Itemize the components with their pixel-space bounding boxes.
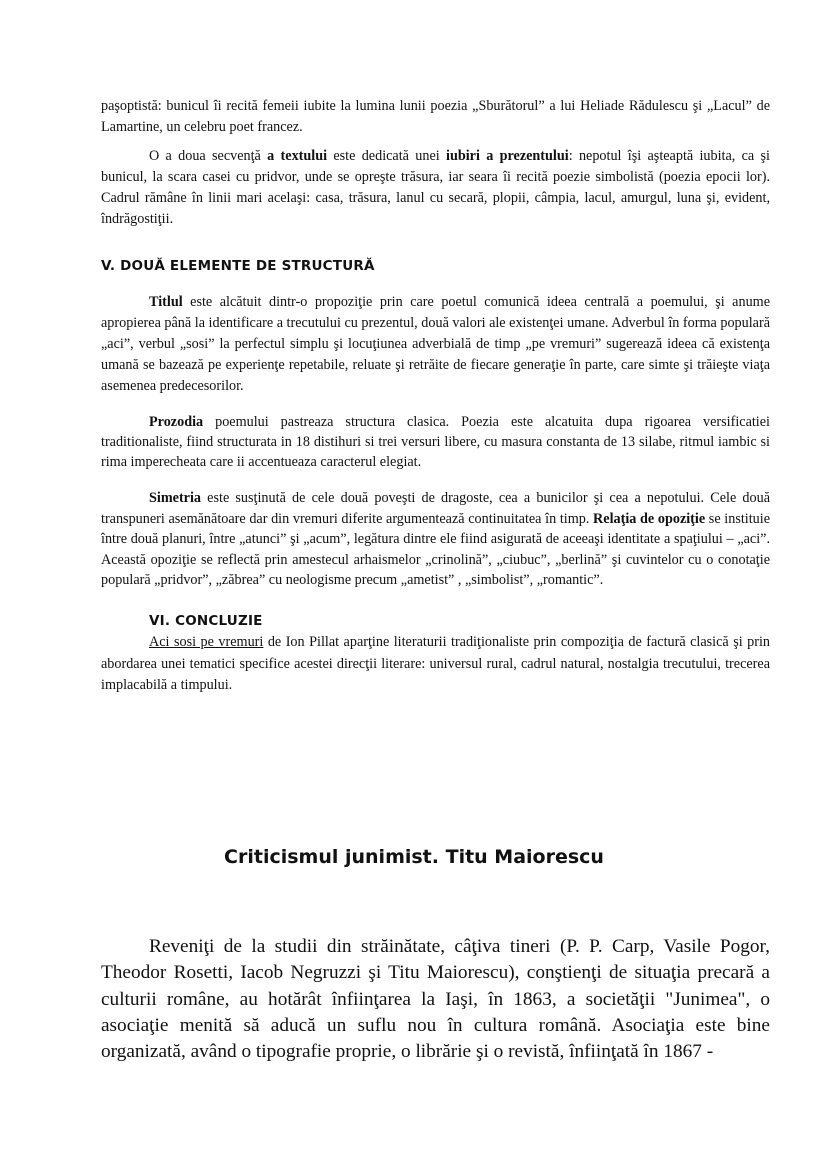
paragraph-pasoptista: paşoptistă: bunicul îi recită femeii iubite la lumina lunii poezia „Sburătorul” a lui Heliade Rădulescu şi „Lacul” de Lamartine, un celebru poet francez.: [101, 98, 770, 135]
paragraph-prozodia: [101, 412, 770, 472]
bold-text: iubiri a prezentului: [446, 148, 569, 164]
paragraph-concluzie: [101, 632, 770, 697]
paragraph-simetria: [101, 488, 770, 591]
underlined-title: Aci sosi pe vremuri: [149, 634, 264, 650]
chapter-title: Criticismul junimist. Titu Maiorescu: [224, 846, 604, 868]
paragraph-second-sequence: [101, 146, 770, 230]
text: este dedicată unei: [327, 148, 446, 164]
bold-text: Prozodia: [149, 414, 204, 430]
bold-text: a textului: [267, 148, 328, 164]
text: este susţinută de cele două poveşti de dragoste, cea a bunicilor şi cea a nepotului. Cele două transpuneri asemănătoare dar din vremuri diferite argumentează continuitatea în timp.: [101, 490, 770, 527]
bold-text: Simetria: [149, 490, 202, 506]
section-heading-v: V. DOUĂ ELEMENTE DE STRUCTURĂ: [101, 258, 375, 274]
text: : nepotul îşi aşteaptă iubita, ca şi bunicul, la scara casei cu pridvor, unde se opreşte trăsura, iar seara îi recită poezie simbolistă (poezia epocii lor). Cadrul rămâne în linii mari acelaşi: casa, trăsura, lanul cu secară, plopii, câmpia, lacul, amurgul, luna şi, evident, îndrăgostiţii.: [101, 148, 770, 227]
text: este alcătuit dintr-o propoziţie prin care poetul comunică ideea centrală a poemului, şi anume apropierea până la identificare a trecutului cu prezentul, două valori ale existenţei umane. Adverbul în forma populară „aci”, verbul „sosi” la perfectul simplu şi locuţiunea adverbială de timp „pe vremuri” sugerează ideea că existenţa umană se bazează pe experienţe repetabile, reluate şi retrăite de fiecare generaţie în parte, care simte şi trăieşte viaţa asemenea predecesorilor.: [101, 294, 770, 394]
section-heading-vi: VI. CONCLUZIE: [149, 613, 263, 629]
paragraph-titlul: [101, 292, 770, 397]
text: poemului pastreaza structura clasica. Poezia este alcatuita dupa rigoarea versificatiei traditionaliste, fiind structurata in 18 distihuri si trei versuri libere, cu masura constanta de 13 silabe, ritmul iambic si rima imperecheata care ii accentueaza caracterul elegiat.: [101, 414, 770, 470]
bold-text: Relaţia de opoziţie: [593, 510, 706, 527]
text: se instituie între două planuri, între „atunci” şi „acum”, legătura dintre ele fiind asigurată de aceeaşi identitate a spaţiului – „aci”. Această opoziţie se reflectă prin amestecul arhaismelor „crinolină”, „ciubuc”, „berlină” şi cuvintelor cu o conotaţie populară „pridvor”, „zăbrea” cu neologisme precum „ametist” , „simbolist”, „romantic”.: [101, 510, 770, 588]
text: de Ion Pillat aparţine literaturii tradiţionaliste prin compoziţia de factură clasică şi prin abordarea unei tematici specifice acestei direcţii literare: universul rural, cadrul natural, nostalgia trecutului, trecerea implacabilă a timpului.: [101, 634, 770, 693]
bold-text: Titlul: [149, 294, 183, 310]
text: O a doua secvenţă: [149, 148, 268, 164]
chapter-intro-paragraph: Reveniţi de la studii din străinătate, câţiva tineri (P. P. Carp, Vasile Pogor, Theodor Rosetti, Iacob Negruzzi şi Titu Maiorescu), conştienţi de situaţia precară a culturii române, au hotărât înfiinţarea la Iaşi, în 1863, a societăţii "Junimea", o asociaţie menită să aducă un suflu nou în cultura română. Asociaţia este bine organizată, având o tipografie proprie, o librărie şi o revistă, înfiinţată în 1867 -: [101, 936, 770, 1063]
